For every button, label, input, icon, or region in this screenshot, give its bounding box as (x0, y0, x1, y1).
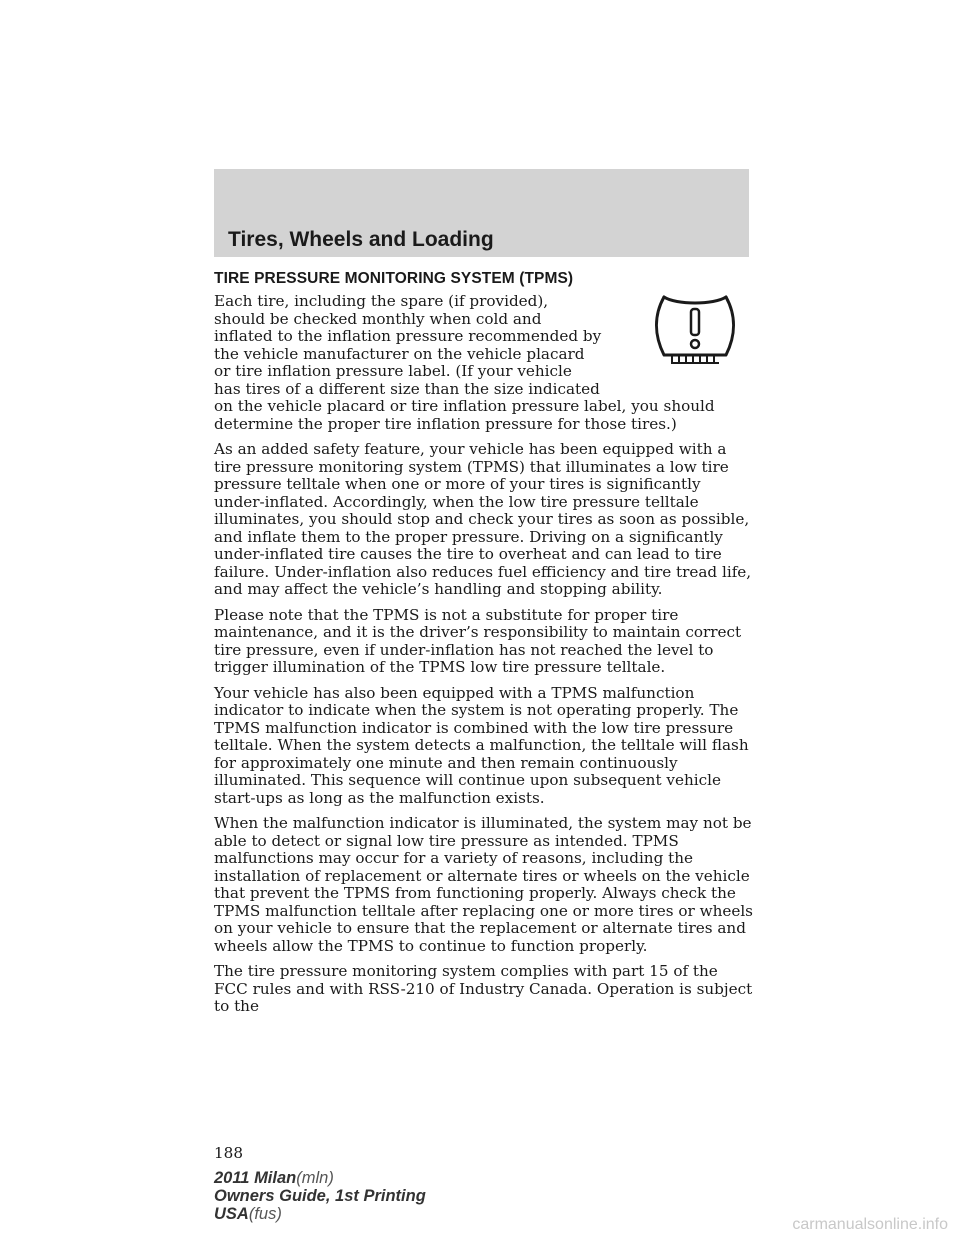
body-text (214, 293, 754, 1024)
footer-printing: Owners Guide, 1st Printing (214, 1187, 426, 1205)
chapter-title: Tires, Wheels and Loading (228, 228, 494, 251)
paragraph: Each tire, including the spare (if provided), should be checked monthly when cold and inflated to the inflation pressure recommended by the vehicle manufacturer on the vehicle placard or tire inflation pressure label. (If your vehicle has tires of a different size than the size indicated on the vehicle placard or tire inflation pressure label, you should determine the proper tire inflation pressure for those tires.) (214, 292, 715, 433)
chapter-header-bar (214, 169, 749, 257)
page-number: 188 (214, 1144, 243, 1162)
watermark: carmanualsonline.info (792, 1216, 948, 1233)
section-heading: TIRE PRESSURE MONITORING SYSTEM (TPMS) (214, 270, 574, 287)
footer-model-code: (mln) (296, 1169, 334, 1187)
footer-model: 2011 Milan (214, 1169, 297, 1187)
print-footer (214, 1169, 426, 1223)
tire-pressure-warning-icon (612, 293, 752, 393)
paragraph: The tire pressure monitoring system complies with part 15 of the FCC rules and with RSS-210 of Industry Canada. Operation is subject to the (214, 962, 753, 1015)
footer-region-code: (fus) (248, 1205, 282, 1223)
footer-region: USA (214, 1205, 249, 1223)
paragraph: When the malfunction indicator is illuminated, the system may not be able to detect or signal low tire pressure as intended. TPMS malfunctions may occur for a variety of reasons, including the installation of replacement or alternate tires or wheels on the vehicle that prevent the TPMS from functioning properly. Always check the TPMS malfunction telltale after replacing one or more tires or wheels on your vehicle to ensure that the replacement or alternate tires and wheels allow the TPMS to continue to function properly. (214, 814, 753, 955)
paragraph: Your vehicle has also been equipped with a TPMS malfunction indicator to indicate when the system is not operating properly. The TPMS malfunction indicator is combined with the low tire pressure telltale. When the system detects a malfunction, the telltale will flash for approximately one minute and then remain continuously illuminated. This sequence will continue upon subsequent vehicle start-ups as long as the malfunction exists. (214, 683, 749, 807)
paragraph: Please note that the TPMS is not a substitute for proper tire maintenance, and it is the driver’s responsibility to maintain correct tire pressure, even if under-inflation has not reached the level to trigger illumination of the TPMS low tire pressure telltale. (214, 605, 742, 676)
paragraph: As an added safety feature, your vehicle has been equipped with a tire pressure monitoring system (TPMS) that illuminates a low tire pressure telltale when one or more of your tires is significantly under-inflated. Accordingly, when the low tire pressure telltale illuminates, you should stop and check your tires as soon as possible, and inflate them to the proper pressure. Driving on a significantly under-inflated tire causes the tire to overheat and can lead to tire failure. Under-inflation also reduces fuel efficiency and tire tread life, and may affect the vehicle’s handling and stopping ability. (214, 440, 752, 598)
